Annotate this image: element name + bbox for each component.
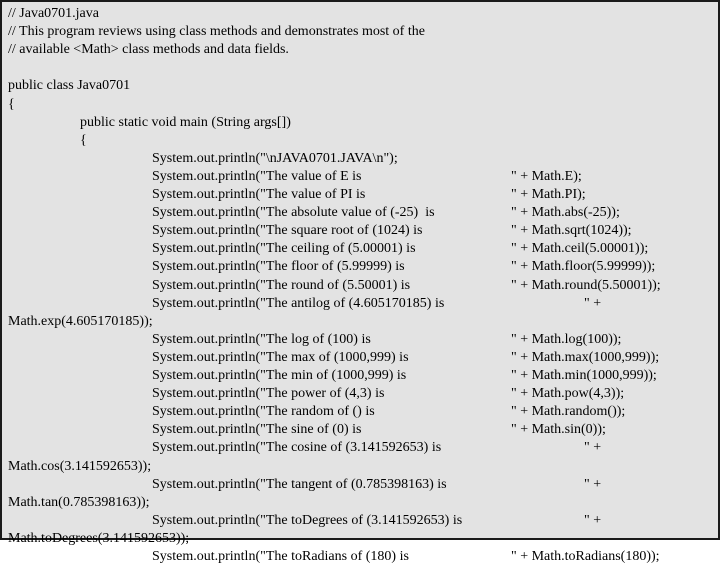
statement-tail: " + Math.PI); [511, 187, 586, 202]
statement-tail: " + Math.floor(5.99999)); [511, 259, 656, 275]
statement-continuation: Math.exp(4.605170185)); [8, 313, 153, 329]
statement-code: System.out.println("The round of (5.50001) is [152, 277, 411, 293]
statement-tail: " + Math.abs(-25)); [511, 205, 620, 221]
open-brace: { [8, 96, 15, 112]
open-brace: { [80, 132, 87, 148]
comment-line [8, 23, 716, 41]
statement-code: System.out.println("The log of (100) is [152, 331, 371, 347]
statement-continuation: Math.toDegrees(3.141592653)); [8, 530, 190, 546]
statement-code: System.out.println("The value of PI is [152, 187, 366, 202]
statement-tail: " + [584, 295, 602, 311]
statement-continuation: Math.cos(3.141592653)); [8, 458, 152, 474]
code-continuation-line [8, 458, 716, 476]
statement-code: System.out.println("The ceiling of (5.00001) is [152, 241, 416, 257]
statement-code: System.out.println("The max of (1000,999) is [152, 349, 409, 365]
statement-tail: " + Math.sin(0)); [511, 422, 606, 438]
code-statement-line [8, 277, 716, 295]
code-statement-line [8, 385, 716, 403]
statement-code: System.out.println("The absolute value of (-25) is [152, 205, 435, 221]
brace-line [8, 132, 716, 150]
statement-code: System.out.println("The random of () is [152, 404, 375, 420]
code-statement-line [8, 439, 716, 457]
code-continuation-line [8, 313, 716, 331]
statement-tail: " + Math.max(1000,999)); [511, 349, 660, 365]
comment-text: // This program reviews using class methods and demonstrates most of the [8, 24, 425, 40]
statement-tail: " + [584, 512, 602, 528]
method-signature-line [8, 114, 716, 132]
code-statement-line [8, 403, 716, 421]
statement-code: System.out.println("The power of (4,3) is [152, 386, 385, 402]
code-statement-line [8, 258, 716, 276]
statement-code: System.out.println("The min of (1000,999) is [152, 368, 407, 383]
comment-line [8, 41, 716, 59]
comment-text: // available <Math> class methods and data fields. [8, 42, 289, 58]
statement-code: System.out.println("The floor of (5.99999) is [152, 259, 405, 275]
statement-code: System.out.println("\nJAVA0701.JAVA\n"); [152, 150, 398, 166]
code-statement-line [8, 295, 716, 313]
statement-code: System.out.println("The square root of (1024) is [152, 223, 423, 239]
code-continuation-line [8, 494, 716, 512]
code-statement-line [8, 150, 716, 168]
code-statement-line [8, 168, 716, 186]
statement-tail: " + [584, 476, 602, 492]
code-statement-line [8, 548, 716, 566]
statement-tail: " + Math.pow(4,3)); [511, 386, 625, 402]
code-statement-line [8, 331, 716, 349]
code-statement-line [8, 204, 716, 222]
class-declaration-line [8, 77, 716, 95]
method-signature: public static void main (String args[]) [80, 114, 291, 130]
code-continuation-line [8, 530, 716, 548]
statement-tail: " + Math.min(1000,999)); [511, 368, 657, 383]
statement-code: System.out.println("The sine of (0) is [152, 422, 362, 438]
comment-text: // Java0701.java [8, 6, 99, 21]
statement-continuation: Math.tan(0.785398163)); [8, 494, 150, 510]
statement-code: System.out.println("The tangent of (0.785398163) is [152, 476, 447, 492]
code-statement-line [8, 421, 716, 439]
statement-tail: " + Math.toRadians(180)); [511, 549, 660, 564]
comment-line [8, 5, 716, 23]
statement-code: System.out.println("The toRadians of (180) is [152, 549, 409, 564]
brace-line [8, 96, 716, 114]
code-statement-line [8, 349, 716, 367]
statement-tail: " + Math.random()); [511, 404, 626, 420]
code-statement-line [8, 240, 716, 258]
statement-tail: " + Math.ceil(5.00001)); [511, 241, 649, 257]
statement-tail: " + Math.log(100)); [511, 331, 622, 347]
code-statement-line [8, 186, 716, 204]
code-statement-line [8, 476, 716, 494]
statement-code: System.out.println("The toDegrees of (3.141592653) is [152, 512, 463, 528]
statement-code: System.out.println("The value of E is [152, 168, 362, 184]
code-statement-line [8, 367, 716, 385]
statement-tail: " + [584, 440, 602, 456]
statement-tail: " + Math.sqrt(1024)); [511, 223, 632, 239]
class-declaration: public class Java0701 [8, 78, 131, 94]
statement-code: System.out.println("The antilog of (4.605170185) is [152, 295, 445, 311]
code-statement-line [8, 512, 716, 530]
statement-code: System.out.println("The cosine of (3.141592653) is [152, 440, 442, 456]
statement-tail: " + Math.E); [511, 168, 582, 184]
statement-tail: " + Math.round(5.50001)); [511, 277, 661, 293]
code-statement-line [8, 222, 716, 240]
